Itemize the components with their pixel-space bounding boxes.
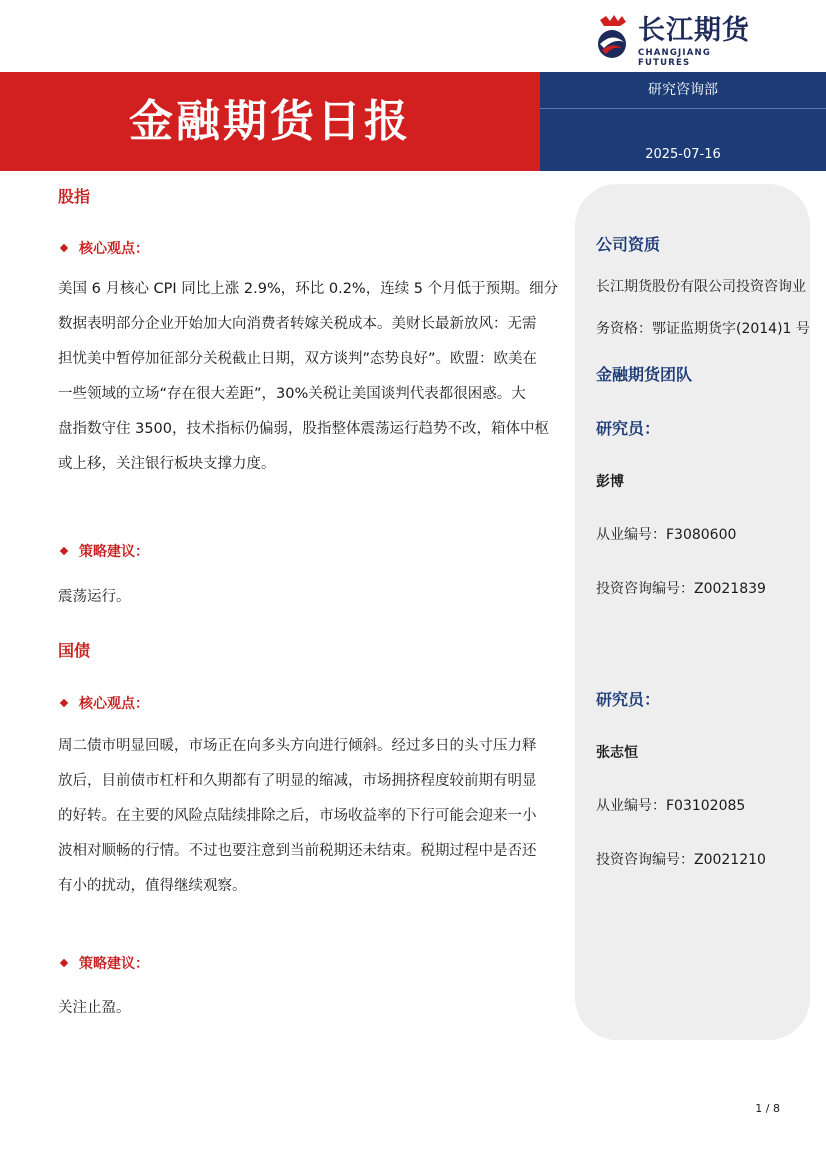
researcher-advisory-number: 投资咨询编号：Z0021210 [596, 852, 766, 868]
strategy-heading: 策略建议： [58, 953, 149, 973]
section-title-stock-index: 股指 [58, 187, 91, 206]
qualification-title: 公司资质 [596, 235, 661, 254]
info-divider [540, 108, 826, 109]
diamond-bullet-icon [60, 699, 68, 707]
logo-emblem-icon [592, 14, 632, 60]
researcher-label: 研究员： [596, 690, 661, 709]
department-label: 研究咨询部 [648, 82, 718, 98]
researcher-label: 研究员： [596, 419, 661, 438]
report-title: 金融期货日报 [129, 96, 411, 147]
researcher-advisory-number: 投资咨询编号：Z0021839 [596, 581, 766, 597]
section-title-treasury: 国债 [58, 641, 91, 660]
diamond-bullet-icon [60, 547, 68, 555]
diamond-bullet-icon [60, 959, 68, 967]
researcher-cert-number: 从业编号：F3080600 [596, 527, 737, 543]
core-view-paragraph: 周二债市明显回暖，市场正在向多头方向进行倾斜。经过多日的头寸压力释 放后，目前债市杠杆和久期都有了明显的缩减，市场拥挤程度较前期有明显 的好转。在主要的风险点陆续排除之后，市场收益率的下行可能会迎来一小 波相对顺畅的行情。不过也要注意到当前税期还未结束。税期过程中是否还 有小的扰动，值得继续观察。 [58, 738, 537, 894]
company-logo [590, 14, 766, 68]
researcher-name: 张志恒 [596, 745, 638, 761]
strategy-text: 关注止盈。 [58, 1000, 131, 1016]
page-number: 1 / 8 [755, 1102, 780, 1115]
diamond-bullet-icon [60, 244, 68, 252]
qualification-line: 长江期货股份有限公司投资咨询业 [596, 279, 806, 295]
qualification-line: 务资格：鄂证监期货字(2014)1 号 [596, 321, 810, 337]
strategy-heading: 策略建议： [58, 541, 149, 561]
researcher-name: 彭博 [596, 474, 624, 490]
core-view-heading: 核心观点： [58, 693, 149, 713]
core-view-paragraph: 美国 6 月核心 CPI 同比上涨 2.9%，环比 0.2%，连续 5 个月低于预期。细分 数据表明部分企业开始加大向消费者转嫁关税成本。美财长最新放风：无需 担忧美中暂停加征部分关税截止日期，双方谈判”态势良好”。欧盟：欧美在 一些领域的立场“存在很大差距”，30%关税让美国谈判代表都很困惑。大 盘指数守住 3500，技术指标仍偏弱，股指整体震荡运行趋势不改，箱体中枢 或上移，关注银行板块支撑力度。 [58, 281, 559, 472]
logo-english-text: CHANGJIANG FUTURES [638, 48, 712, 68]
team-title: 金融期货团队 [596, 365, 693, 384]
core-view-heading: 核心观点： [58, 238, 149, 258]
researcher-cert-number: 从业编号：F03102085 [596, 798, 746, 814]
strategy-text: 震荡运行。 [58, 589, 131, 605]
logo-chinese-text: 长江期货 [638, 15, 750, 46]
report-date: 2025-07-16 [645, 147, 721, 162]
sidebar-panel [575, 184, 810, 1040]
